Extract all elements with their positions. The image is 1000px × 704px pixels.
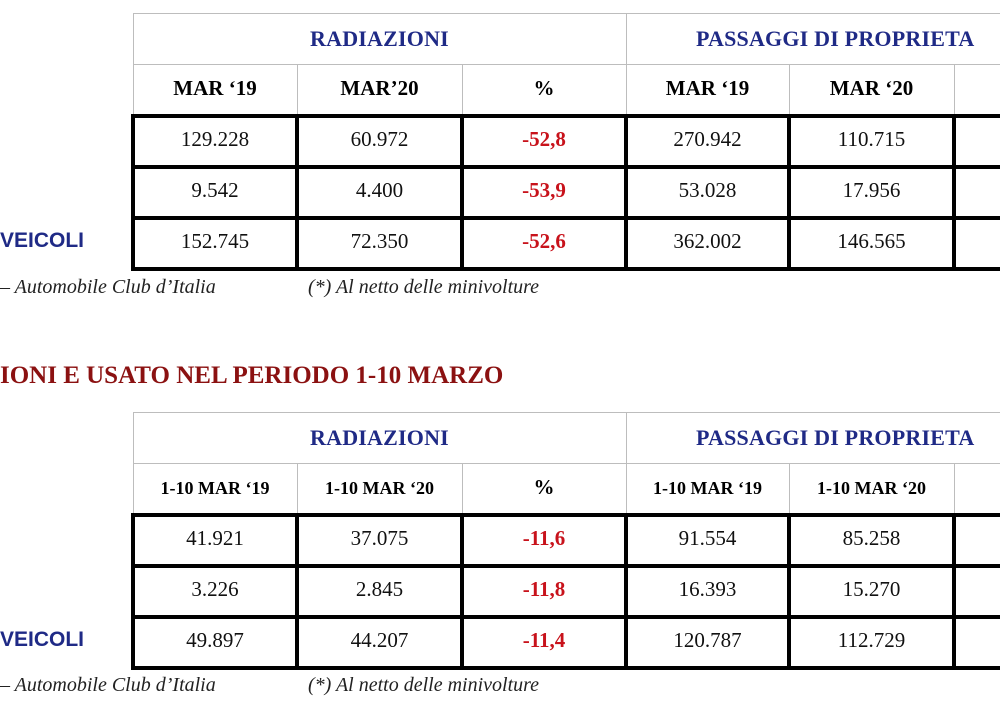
row-label-veicoli: VEICOLI [0,628,85,651]
table-cell: 37.075 [350,526,409,550]
footnote-note: (*) Al netto delle minivolture [308,276,540,298]
table-cell: 120.787 [673,628,742,652]
row-label-veicoli: VEICOLI [0,229,85,252]
column-header: 1-10 MAR ‘19 [653,478,762,498]
group-header-passaggi: PASSAGGI DI PROPRIETA [696,425,975,450]
column-header: MAR ‘20 [829,76,914,100]
table-cell: 362.002 [673,229,742,253]
table-cell: 72.350 [350,229,409,253]
table-cell: 110.715 [837,127,906,151]
column-header: 1-10 MAR ‘20 [817,478,926,498]
percent-cell: -11,4 [522,628,566,652]
table-cell: 60.972 [350,127,409,151]
group-header-radiazioni: RADIAZIONI [310,425,449,450]
percent-cell: -52,6 [522,229,566,253]
table-cell: 44.207 [350,628,409,652]
column-header: MAR ‘19 [665,76,750,100]
table-cell: 15.270 [842,577,901,601]
section-title: IONI E USATO NEL PERIODO 1-10 MARZO [0,362,504,389]
footnote-note: (*) Al netto delle minivolture [308,674,540,696]
table-cell: 16.393 [678,577,737,601]
group-header-passaggi: PASSAGGI DI PROPRIETA [696,26,975,51]
table-cell: 4.400 [355,178,404,202]
table-cell: 49.897 [186,628,244,652]
table-cell: 129.228 [180,127,250,151]
table-cell: 270.942 [673,127,742,151]
percent-cell: -11,8 [522,577,566,601]
table-cell: 9.542 [191,178,239,202]
group-header-radiazioni: RADIAZIONI [310,26,449,51]
table-cell: 152.745 [180,229,250,253]
percent-cell: -52,8 [522,127,566,151]
table-cell: 91.554 [678,526,737,550]
column-header: 1-10 MAR ‘19 [160,478,270,498]
footnote-source: – Automobile Club d’Italia [0,674,216,696]
footnote-source: – Automobile Club d’Italia [0,276,216,298]
column-header: MAR’20 [340,76,419,100]
table-cell: 112.729 [837,628,906,652]
column-header: % [533,76,555,100]
percent-cell: -53,9 [522,178,566,202]
column-header: 1-10 MAR ‘20 [325,478,434,498]
column-header: % [533,475,555,499]
table-cell: 41.921 [186,526,244,550]
percent-cell: -11,6 [522,526,566,550]
table-cell: 53.028 [678,178,737,202]
table-cell: 146.565 [837,229,906,253]
table-cell: 85.258 [842,526,901,550]
table-cell: 3.226 [191,577,239,601]
table-cell: 17.956 [842,178,901,202]
table-cell: 2.845 [355,577,404,601]
column-header: MAR ‘19 [173,76,257,100]
